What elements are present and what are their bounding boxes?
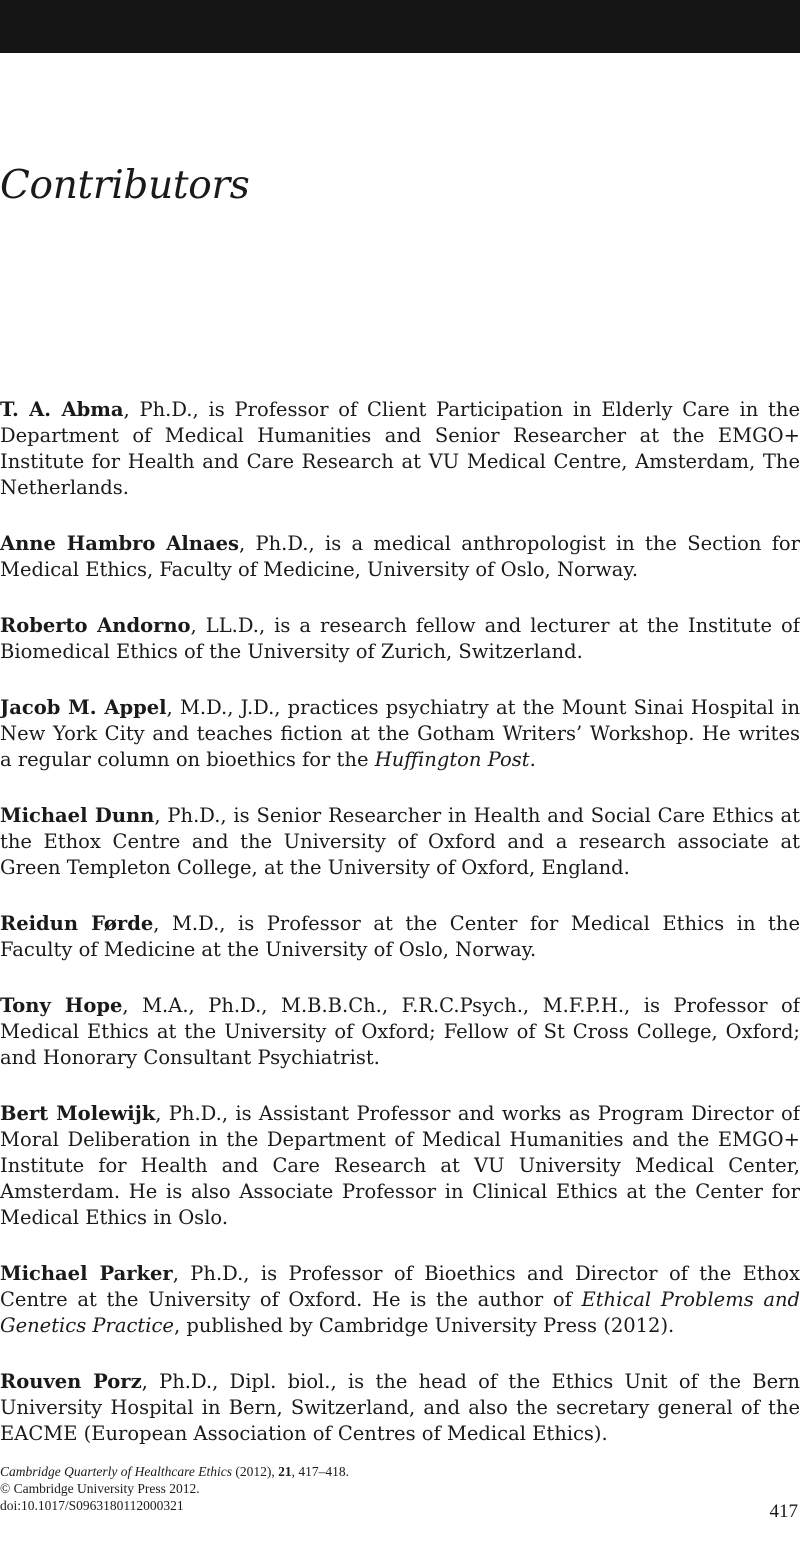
contributor-bio: , Ph.D., is a medical anthropologist in the Section for Medical Ethics, Faculty of Medicine, University of Oslo, Norway. [0, 532, 800, 581]
page-number: 417 [769, 1501, 798, 1522]
contributor-name: Rouven Porz [0, 1370, 142, 1393]
contributor-bio: , Ph.D., Dipl. biol., is the head of the Ethics Unit of the Bern University Hospital in Bern, Switzerland, and also the secretary general of the EACME (European Association of Centres of Medical Ethics). [0, 1370, 800, 1445]
contributor-bio: , Ph.D., is Assistant Professor and works as Program Director of Moral Deliberation in the Department of Medical Humanities and the EMGO+ Institute for Health and Care Research at VU University Medical Center, Amsterdam. He is also Associate Professor in Clinical Ethics at the Center for Medical Ethics in Oslo. [0, 1102, 800, 1229]
journal-name: Cambridge Quarterly of Healthcare Ethics [0, 1464, 232, 1479]
page-title: Contributors [0, 163, 250, 208]
contributor-name: T. A. Abma [0, 398, 124, 421]
contributor-name: Anne Hambro Alnaes [0, 532, 239, 555]
publication-title: Huffington Post [374, 748, 530, 771]
contributor-bio-end: . [529, 748, 536, 771]
page-range: , 417–418. [291, 1464, 349, 1479]
contributor-entry [0, 1261, 800, 1339]
contributor-name: Tony Hope [0, 994, 123, 1017]
contributor-bio: , Ph.D., is Senior Researcher in Health and Social Care Ethics at the Ethox Centre and the University of Oxford and a research associate at Green Templeton College, at the University of Oxford, England. [0, 804, 800, 879]
doi-line: doi:10.1017/S0963180112000321 [0, 1498, 184, 1513]
contributor-bio: , LL.D., is a research fellow and lecturer at the Institute of Biomedical Ethics of the University of Zurich, Switzerland. [0, 614, 800, 663]
citation-year: (2012), [231, 1464, 279, 1479]
contributor-bio: , Ph.D., is Professor of Bioethics and Director of the Ethox Centre at the University of Oxford. He is the author of [0, 1262, 800, 1311]
contributor-name: Bert Molewijk [0, 1102, 156, 1125]
contributor-entry [0, 803, 800, 881]
contributor-name: Roberto Andorno [0, 614, 191, 637]
contributor-bio: , M.A., Ph.D., M.B.B.Ch., F.R.C.Psych., M.F.P.H., is Professor of Medical Ethics at the University of Oxford; Fellow of St Cross College, Oxford; and Honorary Consultant Psychiatrist. [0, 994, 800, 1069]
contributor-entry [0, 397, 800, 501]
contributor-name: Jacob M. Appel [0, 696, 167, 719]
contributor-entry [0, 993, 800, 1071]
contributor-name: Reidun Førde [0, 912, 154, 935]
contributor-entry [0, 613, 800, 665]
copyright-line: © Cambridge University Press 2012. [0, 1481, 200, 1496]
publication-title: Ethical Problems and Genetics Practice [0, 1288, 800, 1337]
contributor-entry [0, 911, 800, 963]
volume-number: 21 [278, 1464, 292, 1479]
contributor-entry [0, 695, 800, 773]
contributor-bio: , Ph.D., is Professor of Client Participation in Elderly Care in the Department of Medical Humanities and Senior Researcher at the EMGO+ Institute for Health and Care Research at VU Medical Centre, Amsterdam, The Netherlands. [0, 398, 800, 499]
contributor-entry [0, 531, 800, 583]
contributor-name: Michael Dunn [0, 804, 155, 827]
contributor-entry [0, 1369, 800, 1447]
journal-footer [0, 1463, 800, 1514]
contributors-list [0, 397, 800, 1477]
contributor-name: Michael Parker [0, 1262, 173, 1285]
contributor-entry [0, 1101, 800, 1231]
contributor-bio: , M.D., J.D., practices psychiatry at the Mount Sinai Hospital in New York City and teaches fiction at the Gotham Writers’ Workshop. He writes a regular column on bioethics for the [0, 696, 800, 771]
contributor-bio: , M.D., is Professor at the Center for Medical Ethics in the Faculty of Medicine at the University of Oslo, Norway. [0, 912, 800, 961]
contributor-bio-end: , published by Cambridge University Press (2012). [173, 1314, 675, 1337]
header-bar [0, 0, 800, 53]
citation-line [0, 1463, 800, 1480]
